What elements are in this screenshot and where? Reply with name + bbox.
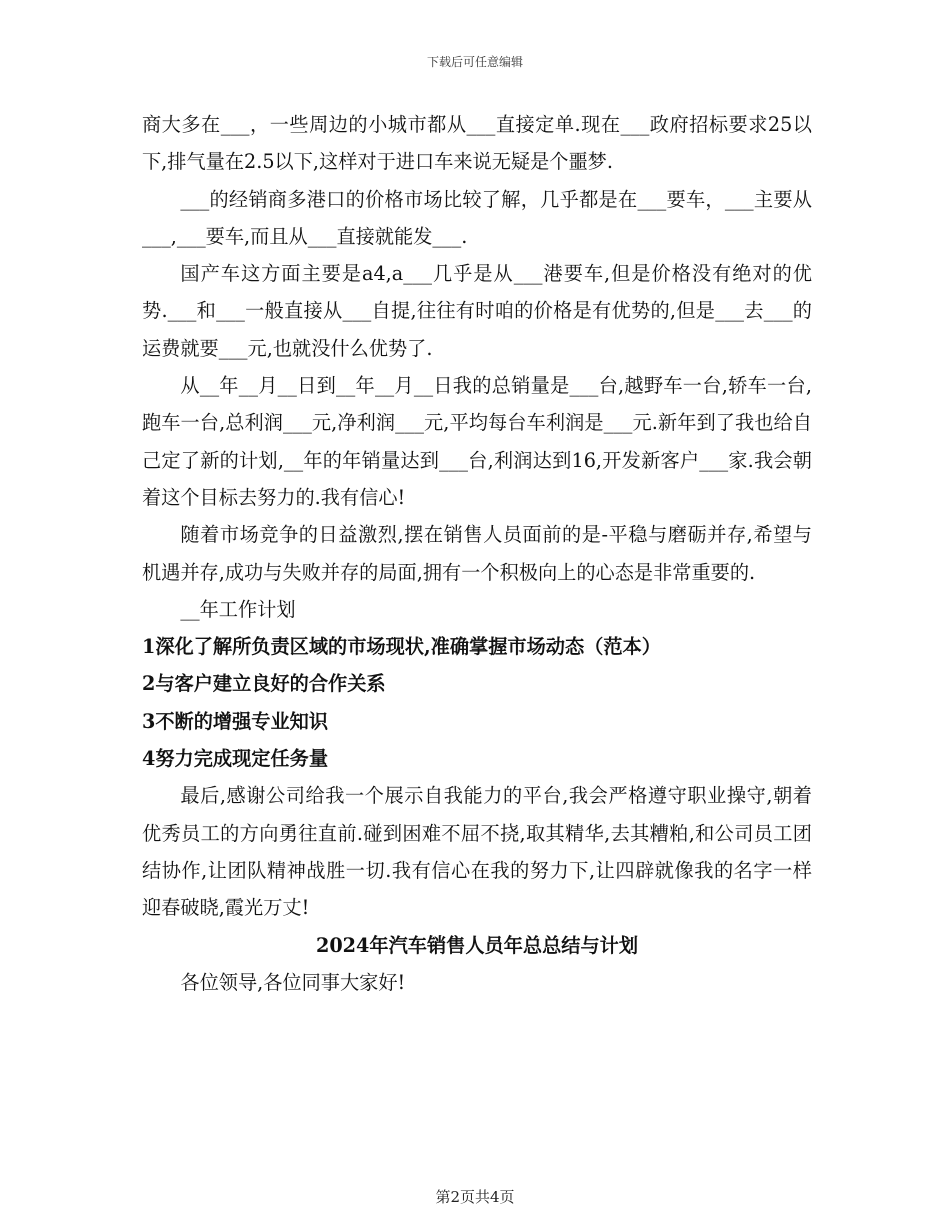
plan-item: 2与客户建立良好的合作关系: [142, 672, 386, 696]
document-body: [142, 106, 812, 1001]
paragraph-domestic-cars: 国产车这方面主要是a4,a___几乎是从___港要车,但是价格没有绝对的优势.___和___一般直接从___自提,往往有时咱的价格是有优势的,但是___去___的运费就要___元,也就没什么优势了.: [142, 262, 812, 360]
plan-item: 4努力完成现定任务量: [142, 747, 329, 771]
paragraph-continued: 商大多在___，一些周边的小城市都从___直接定单.现在___政府招标要求25以下,排气量在2.5以下,这样对于进口车来说无疑是个噩梦.: [142, 113, 812, 174]
paragraph-competition: 随着市场竞争的日益激烈,摆在销售人员面前的是-平稳与磨砺并存,希望与机遇并存,成功与失败并存的局面,拥有一个积极向上的心态是非常重要的.: [142, 523, 812, 584]
page-header: 下载后可任意编辑: [426, 55, 523, 69]
paragraph-sales-summary: 从__年__月__日到__年__月__日我的总销量是___台,越野车一台,轿车一台,跑车一台,总利润___元,净利润___元,平均每台车利润是___元.新年到了我也给自己定了新的计划,__年的年销量达到___台,利润达到16,开发新客户___家.我会朝着这个目标去努力的.我有信心!: [142, 374, 812, 509]
paragraph-dealers: ___的经销商多港口的价格市场比较了解，几乎都是在___要车，___主要从___,___要车,而且从___直接就能发___.: [142, 187, 812, 248]
section-title: 2024年汽车销售人员年总总结与计划: [315, 933, 639, 957]
closing-paragraph: 最后,感谢公司给我一个展示自我能力的平台,我会严格遵守职业操守,朝着优秀员工的方向勇往直前.碰到困难不屈不挠,取其精华,去其糟粕,和公司员工团结协作,让团队精神战胜一切.我有信心在我的努力下,让四辟就像我的名字一样迎春破晓,霞光万丈!: [142, 784, 812, 920]
greeting: 各位领导,各位同事大家好!: [180, 970, 406, 994]
plan-item: 3不断的增强专业知识: [142, 709, 329, 733]
work-plan-heading: __年工作计划: [180, 597, 296, 621]
page-footer: 第2页共4页: [435, 1188, 515, 1206]
plan-item: 1深化了解所负责区域的市场现状,准确掌握市场动态（范本）: [142, 635, 661, 659]
